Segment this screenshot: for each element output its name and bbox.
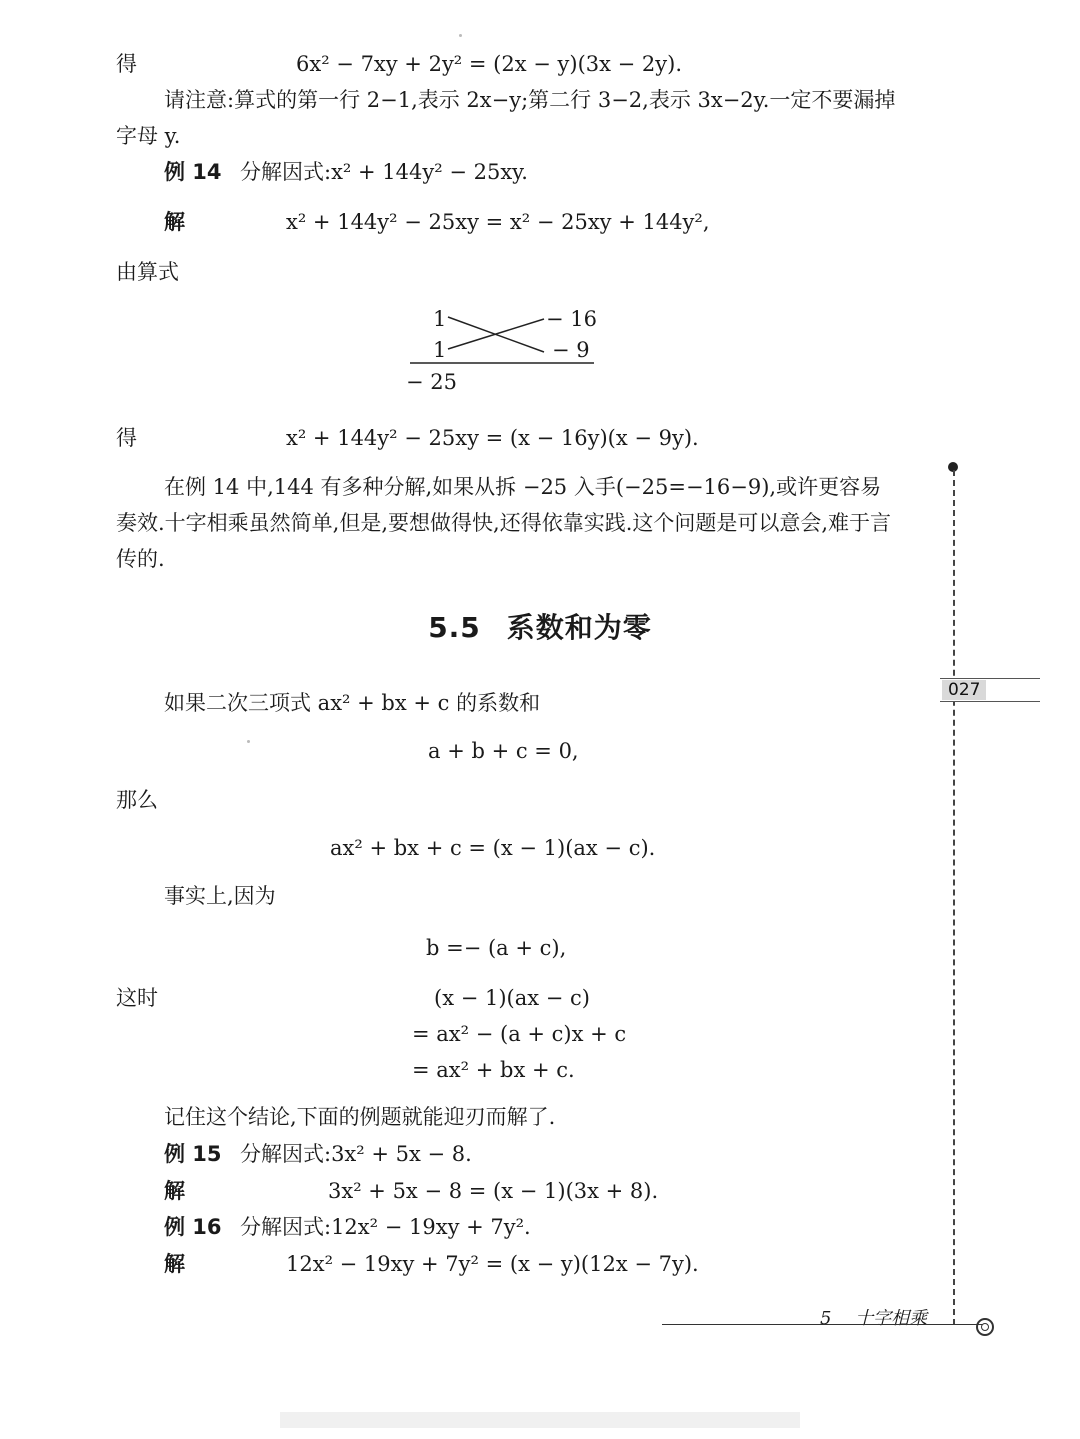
example-14-text: 分解因式:x² + 144y² − 25xy. [240,160,528,184]
now-label: 这时 [116,986,158,1010]
solution-16-label: 解 [164,1252,185,1276]
example-16-label: 例 16 [164,1215,222,1239]
b-equation: b =− (a + c), [426,936,567,960]
example-16-solution: 12x² − 19xy + 7y² = (x − y)(12x − 7y). [286,1252,699,1276]
example-16-text: 分解因式:12x² − 19xy + 7y². [240,1215,531,1239]
factor-equation: ax² + bx + c = (x − 1)(ax − c). [330,836,656,860]
derivation-line-3: = ax² + bx + c. [412,1058,575,1082]
cross-multiplication-diagram [400,305,610,410]
circle-icon [976,1318,994,1336]
cross-sum: − 25 [406,370,457,394]
note-paragraph: 请注意:算式的第一行 2−1,表示 2x−y;第二行 3−2,表示 3x−2y.一定不要漏掉字母 y. [116,88,896,148]
cross-bottom-left: 1 [433,338,447,362]
example-15-text: 分解因式:3x² + 5x − 8. [240,1142,472,1166]
by-formula-label: 由算式 [116,260,179,284]
solution-15-label: 解 [164,1179,185,1203]
footer-title: 十字相乘 [855,1308,928,1329]
section-number: 5.5 [428,611,481,644]
page-number: 027 [942,680,986,700]
running-footer [820,1304,927,1330]
cross-top-right: − 16 [546,307,597,331]
intro-text: 如果二次三项式 ax² + bx + c 的系数和 [164,691,541,715]
derivation-line-2: = ax² − (a + c)x + c [412,1022,627,1046]
bleed-through-strip [280,1412,800,1428]
equation: 6x² − 7xy + 2y² = (2x − y)(3x − 2y). [296,52,683,76]
example-15-solution: 3x² + 5x − 8 = (x − 1)(3x + 8). [328,1179,659,1203]
solution-label: 解 [164,210,185,234]
cross-bottom-right: − 9 [552,338,590,362]
result-label: 得 [116,52,137,76]
then-label: 那么 [116,788,158,812]
sum-equation: a + b + c = 0, [428,739,579,763]
result-14-equation: x² + 144y² − 25xy = (x − 16y)(x − 9y). [286,426,699,450]
result-14-label: 得 [116,426,137,450]
example-14-label: 例 14 [164,160,222,184]
margin-dashed-line [953,470,955,1325]
example-15-label: 例 15 [164,1142,222,1166]
footer-rule [662,1324,982,1325]
fact-text: 事实上,因为 [164,884,276,908]
cross-top-left: 1 [433,307,447,331]
example-14-paragraph: 在例 14 中,144 有多种分解,如果从拆 −25 入手(−25=−16−9),或许更容易奏效.十字相乘虽然简单,但是,要想做得快,还得依靠实践.这个问题是可以意会,难于言传的. [116,475,892,571]
speck [247,740,250,743]
remember-text: 记住这个结论,下面的例题就能迎刃而解了. [164,1105,556,1129]
example-14-solution: x² + 144y² − 25xy = x² − 25xy + 144y², [286,210,710,234]
speck [459,34,462,37]
section-title: 系数和为零 [506,611,652,644]
section-heading [0,606,1080,646]
footer-chapter: 5 [820,1308,832,1329]
derivation-line-1: (x − 1)(ax − c) [434,986,590,1010]
